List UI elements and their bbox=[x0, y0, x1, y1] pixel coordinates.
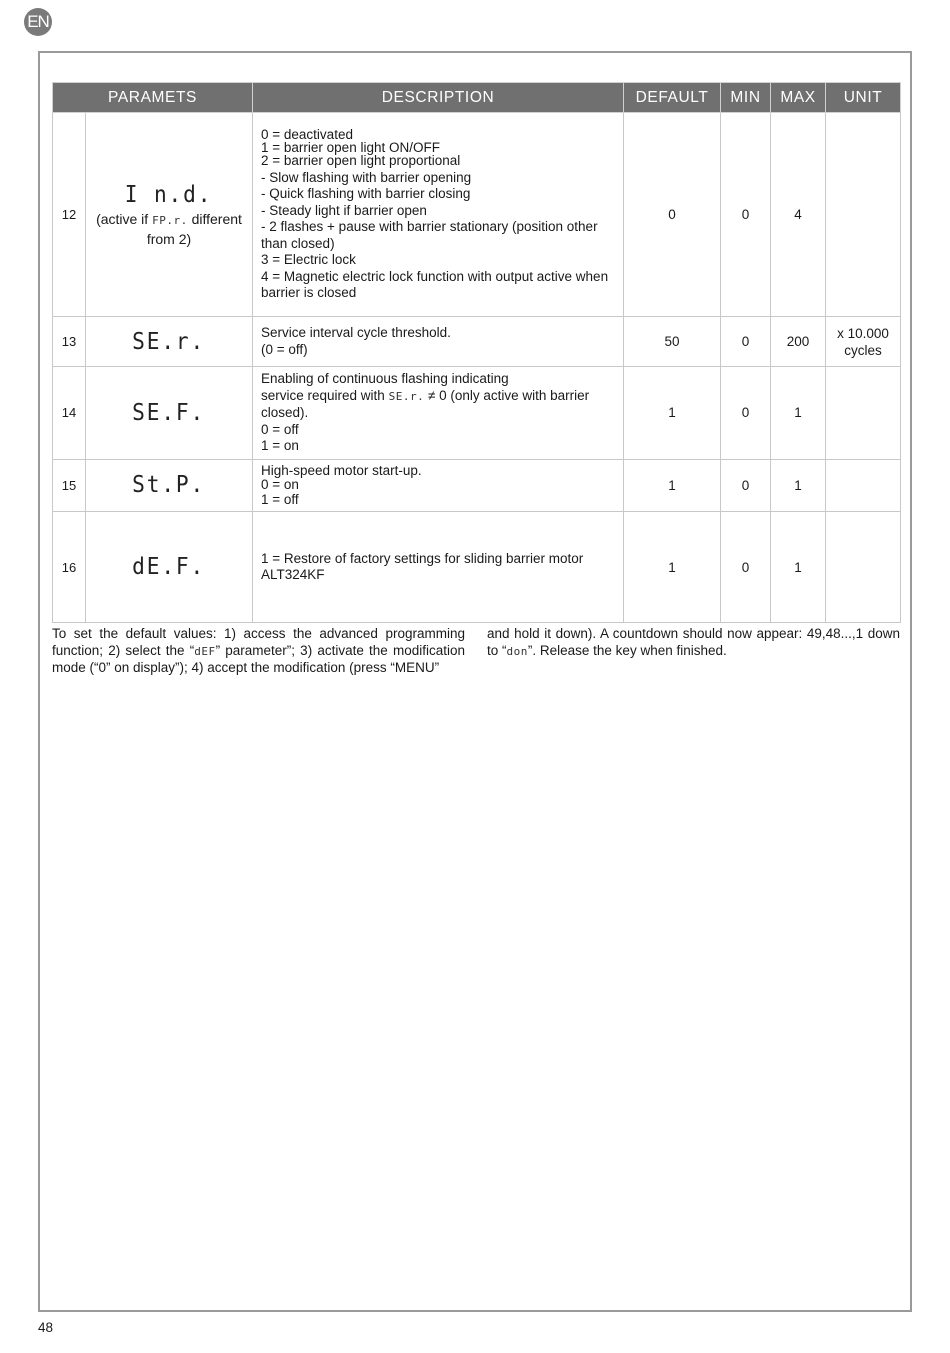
desc-line bbox=[261, 388, 615, 422]
header-description: DESCRIPTION bbox=[253, 83, 624, 113]
min-value: 0 bbox=[721, 512, 771, 623]
desc-line: 4 = Magnetic electric lock function with output active when barrier is closed bbox=[261, 268, 609, 300]
table-row bbox=[53, 317, 901, 367]
language-badge: EN bbox=[24, 8, 52, 36]
unit-line: cycles bbox=[844, 342, 882, 358]
footer-text: ” parameter”; 3) activate the modification mode (“0” on display”); 4) accept the modification (press “MENU” bbox=[52, 642, 465, 675]
footer-text: To set the default values: 1) access the advanced programming function; 2) select the “ bbox=[52, 626, 465, 658]
param-cell bbox=[86, 113, 253, 317]
description-cell bbox=[253, 459, 624, 512]
desc-code: SE.r. bbox=[388, 389, 425, 403]
row-number: 16 bbox=[53, 512, 86, 623]
min-value: 0 bbox=[721, 367, 771, 460]
parameters-table bbox=[52, 82, 901, 623]
max-value: 4 bbox=[771, 113, 826, 317]
desc-line: 1 = on bbox=[261, 438, 299, 453]
desc-line: 1 = off bbox=[261, 491, 299, 507]
desc-line: 1 = Restore of factory settings for sliding barrier motor ALT324KF bbox=[261, 550, 584, 582]
desc-line: 2 = barrier open light proportional bbox=[261, 152, 461, 168]
desc-line: 0 = deactivated bbox=[261, 126, 353, 142]
param-code: SE.r. bbox=[132, 328, 206, 355]
desc-line: - Slow flashing with barrier opening bbox=[261, 169, 472, 185]
param-cell bbox=[86, 459, 253, 512]
unit-value bbox=[826, 113, 901, 317]
param-cell bbox=[86, 317, 253, 367]
min-value: 0 bbox=[721, 459, 771, 512]
desc-line: Service interval cycle threshold. bbox=[261, 325, 451, 340]
unit-line: x 10.000 bbox=[837, 325, 889, 341]
default-value: 1 bbox=[624, 512, 721, 623]
table-row bbox=[53, 113, 901, 317]
default-value: 50 bbox=[624, 317, 721, 367]
default-value: 0 bbox=[624, 113, 721, 317]
param-code: St.P. bbox=[132, 472, 206, 499]
unit-value bbox=[826, 367, 901, 460]
param-code: dE.F. bbox=[132, 554, 206, 580]
param-code: I n.d. bbox=[125, 181, 213, 208]
param-code: SE.F. bbox=[132, 399, 206, 426]
unit-value bbox=[826, 512, 901, 623]
table-row bbox=[53, 367, 901, 460]
footer-text: ”. Release the key when finished. bbox=[527, 642, 727, 658]
page-number: 48 bbox=[38, 1320, 54, 1335]
header-params: PARAMETS bbox=[53, 83, 253, 113]
desc-line: 0 = off bbox=[261, 421, 299, 437]
param-cell bbox=[86, 367, 253, 460]
param-cell bbox=[86, 512, 253, 623]
footer-code: don bbox=[506, 644, 528, 658]
desc-line: - Quick flashing with barrier closing bbox=[261, 186, 471, 201]
footer-note-right bbox=[487, 626, 900, 660]
desc-line: 1 = barrier open light ON/OFF bbox=[261, 139, 440, 155]
min-value: 0 bbox=[721, 317, 771, 367]
param-note-pre: (active if bbox=[96, 210, 153, 227]
row-number: 13 bbox=[53, 317, 86, 367]
desc-line: 0 = on bbox=[261, 477, 299, 492]
param-note-post: different from 2) bbox=[146, 210, 242, 247]
unit-value bbox=[826, 459, 901, 512]
header-unit: UNIT bbox=[826, 83, 901, 113]
desc-line: 3 = Electric lock bbox=[261, 252, 356, 267]
row-number: 14 bbox=[53, 367, 86, 460]
header-min: MIN bbox=[721, 83, 771, 113]
default-value: 1 bbox=[624, 459, 721, 512]
desc-text: ≠ 0 (only active with barrier closed). bbox=[261, 387, 590, 420]
max-value: 200 bbox=[771, 317, 826, 367]
table-row bbox=[53, 512, 901, 623]
desc-line: (0 = off) bbox=[261, 341, 308, 357]
desc-line: High-speed motor start-up. bbox=[261, 462, 422, 478]
header-max: MAX bbox=[771, 83, 826, 113]
param-note-code: FP.r. bbox=[152, 213, 188, 227]
table-header-row bbox=[53, 83, 901, 113]
max-value: 1 bbox=[771, 512, 826, 623]
description-cell bbox=[253, 512, 624, 623]
description-cell bbox=[253, 113, 624, 317]
header-default: DEFAULT bbox=[624, 83, 721, 113]
desc-text: service required with bbox=[261, 387, 389, 403]
desc-line: Enabling of continuous flashing indicating bbox=[261, 371, 509, 386]
description-cell bbox=[253, 367, 624, 460]
unit-value bbox=[826, 317, 901, 367]
desc-line: - Steady light if barrier open bbox=[261, 202, 427, 218]
row-number: 12 bbox=[53, 113, 86, 317]
desc-line: - 2 flashes + pause with barrier stationary (position other than closed) bbox=[261, 219, 598, 251]
table-row bbox=[53, 459, 901, 512]
row-number: 15 bbox=[53, 459, 86, 512]
footer-text: and hold it down). A countdown should now appear: 49,48...,1 down to “ bbox=[487, 626, 900, 658]
max-value: 1 bbox=[771, 459, 826, 512]
footer-code: dEF bbox=[194, 644, 216, 658]
default-value: 1 bbox=[624, 367, 721, 460]
footer-note-left bbox=[52, 626, 465, 677]
max-value: 1 bbox=[771, 367, 826, 460]
param-note bbox=[86, 210, 252, 248]
min-value: 0 bbox=[721, 113, 771, 317]
description-cell bbox=[253, 317, 624, 367]
